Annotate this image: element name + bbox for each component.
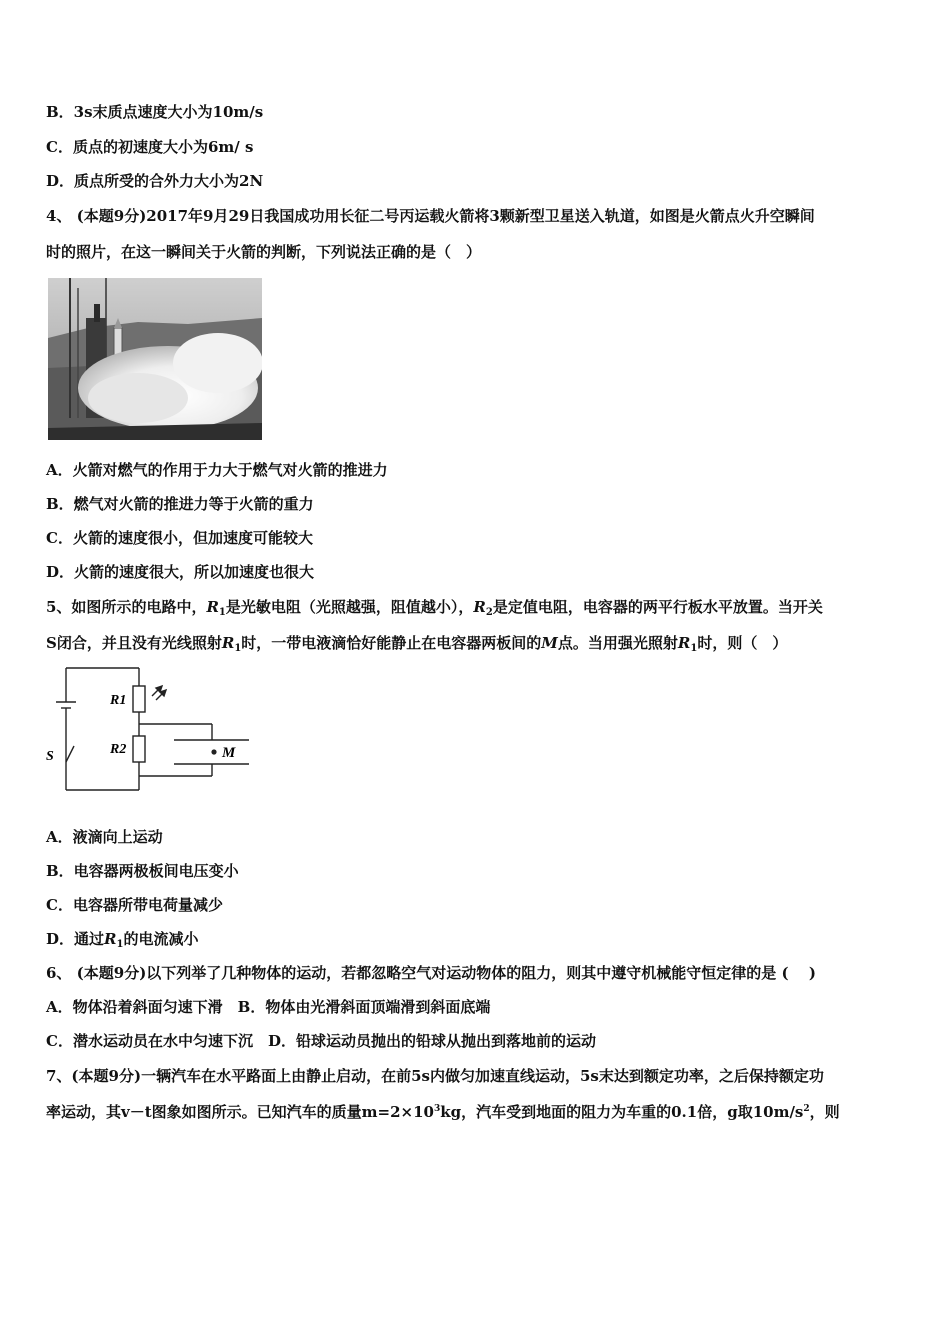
q5-option-d: D．通过$R_1$的电流减小 (46, 930, 199, 950)
q4-stem-line2: 时的照片，在这一瞬间关于火箭的判断，下列说法正确的是（ ） (46, 243, 482, 261)
circuit-diagram (44, 664, 252, 794)
q7-stem-line1: 7、(本题9分)一辆汽车在水平路面上由静止启动，在前5s内做匀加速直线运动，5s末达到额定功率，之后保持额定功 (46, 1067, 824, 1085)
option-d-net-force: D．质点所受的合外力大小为2N (46, 172, 264, 190)
q4-option-b: B．燃气对火箭的推进力等于火箭的重力 (46, 495, 314, 513)
q5-option-c: C．电容器所带电荷量减少 (46, 896, 223, 914)
q6-stem: 6、 (本题9分)以下列举了几种物体的运动，若都忽略空气对运动物体的阻力，则其中遵守机械能守恒定律的是 ( ) (46, 964, 816, 982)
q5-option-a: A．液滴向上运动 (46, 828, 163, 846)
q4-option-d: D．火箭的速度很大，所以加速度也很大 (46, 563, 315, 581)
circuit-label-r2: R2 (110, 742, 127, 757)
q4-option-a: A．火箭对燃气的作用于力大于燃气对火箭的推进力 (46, 461, 388, 479)
q5-stem-line2: S闭合，并且没有光线照射$R_1$时，一带电液滴恰好能静止在电容器两板间的M点。当用强光照射$R_1$时，则（ ） (46, 634, 788, 654)
q4-stem-line1: 4、 (本题9分)2017年9月29日我国成功用长征二号丙运载火箭将3颗新型卫星送入轨道，如图是火箭点火升空瞬间 (46, 207, 815, 225)
circuit-label-m: M (222, 745, 236, 761)
rocket-launch-photo (48, 278, 262, 440)
q4-option-c: C．火箭的速度很小，但加速度可能较大 (46, 529, 313, 547)
option-b-speed: B．3s末质点速度大小为10m/s (46, 103, 264, 121)
q6-options-ab: A．物体沿着斜面匀速下滑 B．物体由光滑斜面顶端滑到斜面底端 (46, 998, 491, 1016)
option-c-initial-speed: C．质点的初速度大小为6m/ s (46, 138, 254, 156)
circuit-label-r1: R1 (110, 693, 127, 708)
circuit-label-s: S (46, 749, 54, 764)
q5-option-b: B．电容器两极板间电压变小 (46, 862, 239, 880)
q7-stem-line2: 率运动，其v－t图象如图所示。已知汽车的质量$m=2\times 10^3kg$，汽车受到地面的阻力为车重的0.1倍，g取$10m/s^2$，则 (46, 1103, 840, 1121)
q5-stem-line1: 5、如图所示的电路中，$R_1$是光敏电阻（光照越强，阻值越小），$R_2$是定值电阻，电容器的两平行板水平放置。当开关 (46, 598, 823, 618)
q6-options-cd: C．潜水运动员在水中匀速下沉 D．铅球运动员抛出的铅球从抛出到落地前的运动 (46, 1032, 596, 1050)
